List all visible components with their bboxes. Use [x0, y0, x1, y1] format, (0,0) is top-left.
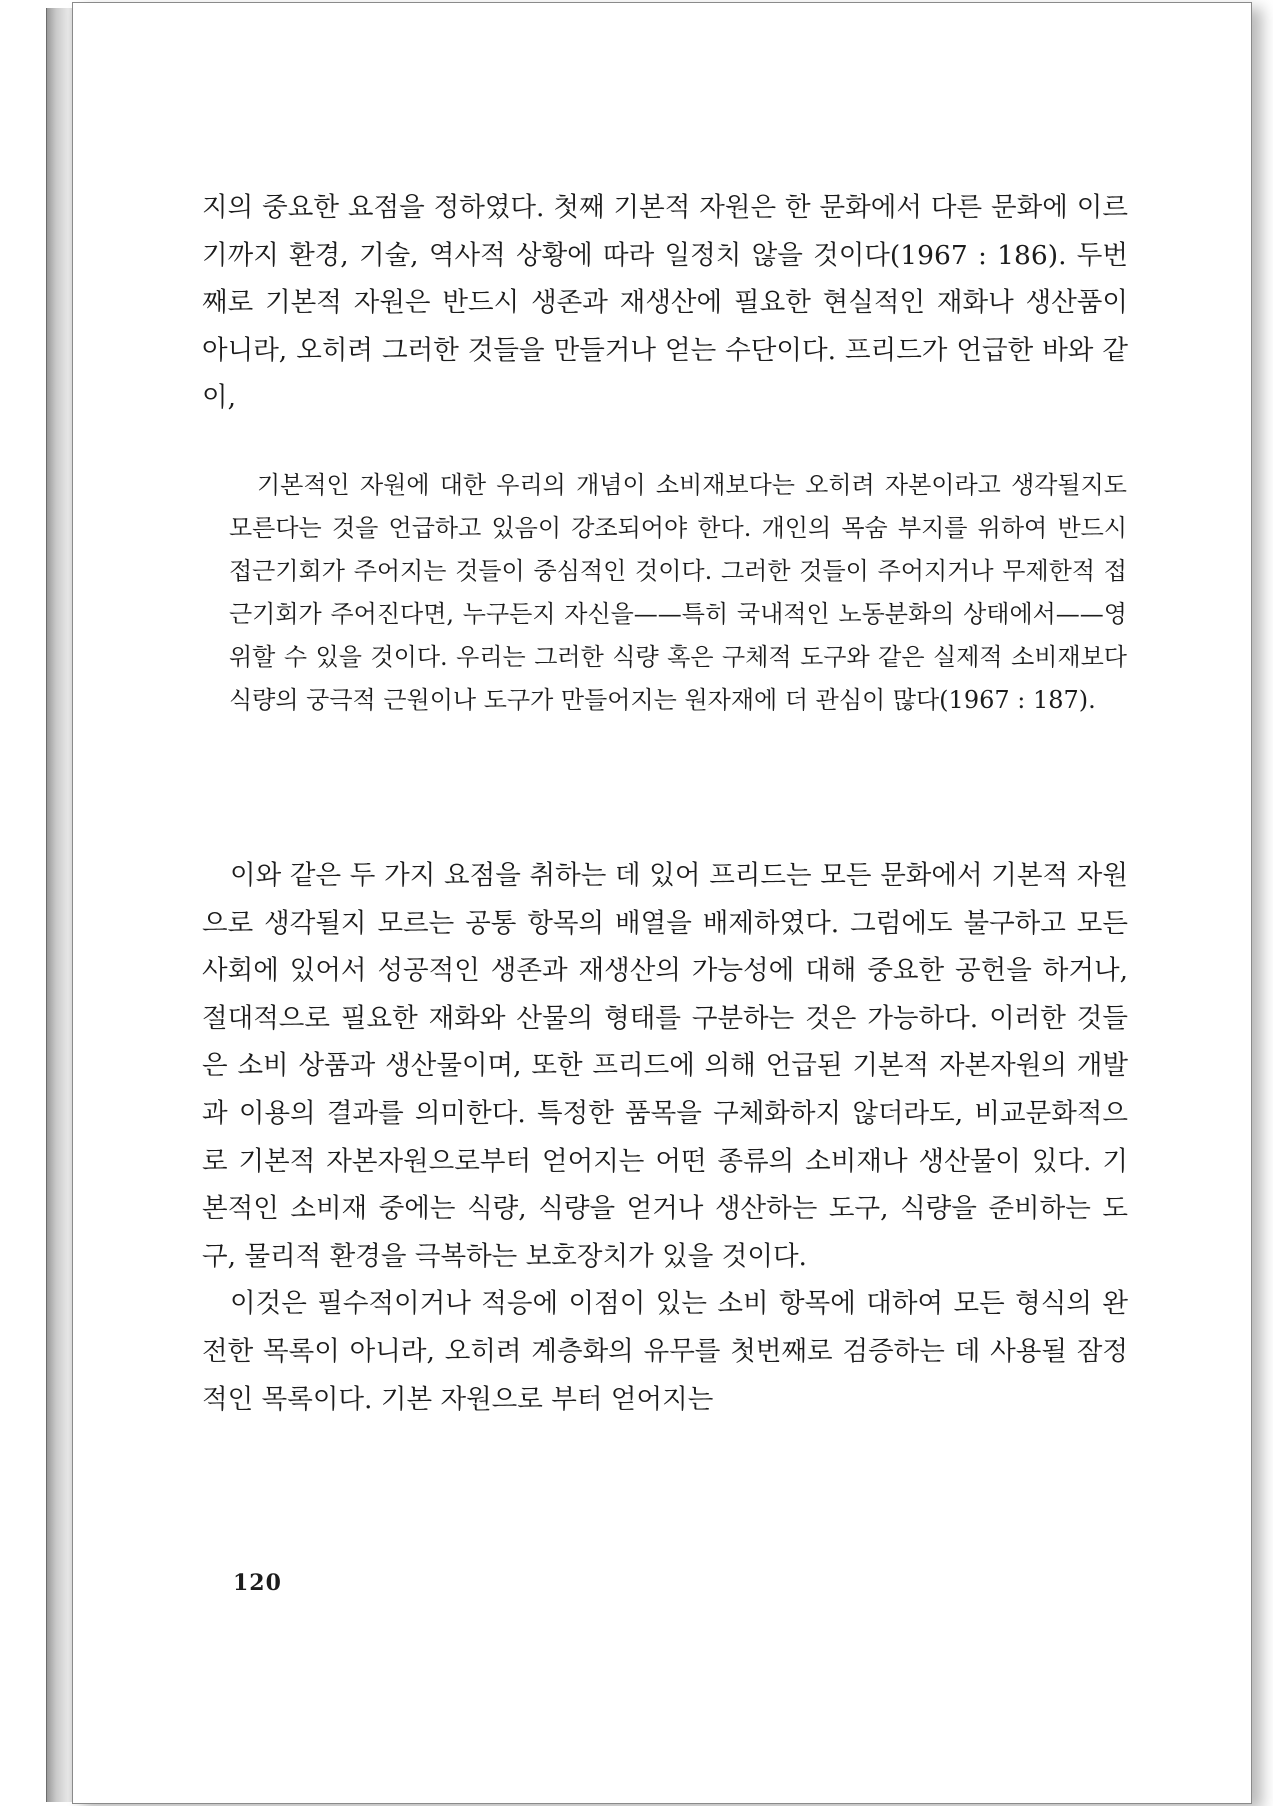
block-quote-text: 기본적인 자원에 대한 우리의 개념이 소비재보다는 오히려 자본이라고 생각될지도 모른다는 것을 언급하고 있음이 강조되어야 한다. 개인의 목숨 부지를 위하여 반드시 접근기회가 주어지는 것들이 중심적인 것이다. 그러한 것들이 주어지거나 무제한적 접근기회가 주어진다면, 누구든지 자신을——특히 국내적인 노동분화의 상태에서——영위할 수 있을 것이다. 우리는 그러한 식량 혹은 구체적 도구와 같은 실제적 소비재보다 식량의 궁극적 근원이나 도구가 만들어지는 원자재에 더 관심이 많다(1967 : 187). — [229, 471, 1127, 714]
paragraph-middle: 이와 같은 두 가지 요점을 취하는 데 있어 프리드는 모든 문화에서 기본적 자원으로 생각될지 모르는 공통 항목의 배열을 배제하였다. 그럼에도 불구하고 모든 사회에 있어서 성공적인 생존과 재생산의 가능성에 대해 중요한 공헌을 하거나, 절대적으로 필요한 재화와 산물의 형태를 구분하는 것은 가능하다. 이러한 것들은 소비 상품과 생산물이며, 또한 프리드에 의해 언급된 기본적 자본자원의 개발과 이용의 결과를 의미한다. 특정한 품목을 구체화하지 않더라도, 비교문화적으로 기본적 자본자원으로부터 얻어지는 어떤 종류의 소비재나 생산물이 있다. 기본적인 소비재 중에는 식량, 식량을 얻거나 생산하는 도구, 식량을 준비하는 도구, 물리적 환경을 극복하는 보호장치가 있을 것이다. — [202, 860, 1128, 1272]
block-quote — [229, 464, 1127, 722]
paragraph-top: 지의 중요한 요점을 정하였다. 첫째 기본적 자원은 한 문화에서 다른 문화에 이르기까지 환경, 기술, 역사적 상황에 따라 일정치 않을 것이다(1967 : 186). 두번째로 기본적 자원은 반드시 생존과 재생산에 필요한 현실적인 재화나 생산품이 아니라, 오히려 그러한 것들을 만들거나 얻는 수단이다. 프리드가 언급한 바와 같이, — [202, 192, 1128, 414]
body-text-top — [202, 184, 1128, 422]
paragraph-bottom: 이것은 필수적이거나 적응에 이점이 있는 소비 항목에 대하여 모든 형식의 완전한 목록이 아니라, 오히려 계층화의 유무를 첫번째로 검증하는 데 사용될 잠정적인 목록이다. 기본 자원으로 부터 얻어지는 — [202, 1288, 1128, 1415]
page-number: 120 — [233, 1570, 282, 1596]
body-text-bottom — [202, 852, 1128, 1423]
